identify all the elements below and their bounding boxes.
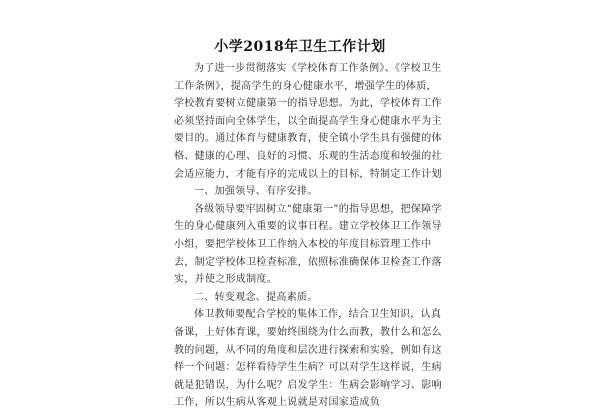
section-heading-2: 二、转变观念、提高素质。 [194, 291, 318, 303]
paragraph-intro: 为了进一步贯彻落实《学校体育工作条例》、《学校卫生工作条例》，提高学生的身心健康水平，增强学生的体质，学校教育要树立健康第一的指导思想。为此，学校体育工作必须坚持面向全体学生，以全面提高学生身心健康水平为主要目的。通过体育与健康教育，使全镇小学生具有强健的体格、健康的心理、良好的习惯、乐观的生活态度和较强的社会适应能力，才能有序的完成以上的目标，特制定工作计划 [174, 63, 442, 180]
section-heading-1: 一、加强领导、有序安排。 [194, 186, 318, 198]
paragraph-section-2: 体卫教师要配合学校的集体工作，结合卫生知识，认真备课，上好体育课，要始终围绕为什么而教，教什么和怎么教的问题，从不同的角度和层次进行探索和实验，例如有这样一个问题：怎样看待学生生病？可以对学生这样说，生病就是犯错误，为什么呢？启发学生：生病会影响学习、影响工作，所以生病从客观上说就是对国家造成负 [174, 309, 442, 409]
paragraph-section-1: 各级领导要牢固树立“健康第一”的指导思想，把保障学生的身心健康列入重要的议事日程。建立学校体卫工作领导小组，要把学校体卫工作纳入本校的年度目标管理工作中去，制定学校体卫检查标准，依照标准确保体卫检查工作落实，并使之形成制度。 [174, 203, 442, 286]
document-body [174, 60, 442, 412]
document-title: 小学2018年卫生工作计划 [214, 39, 386, 55]
